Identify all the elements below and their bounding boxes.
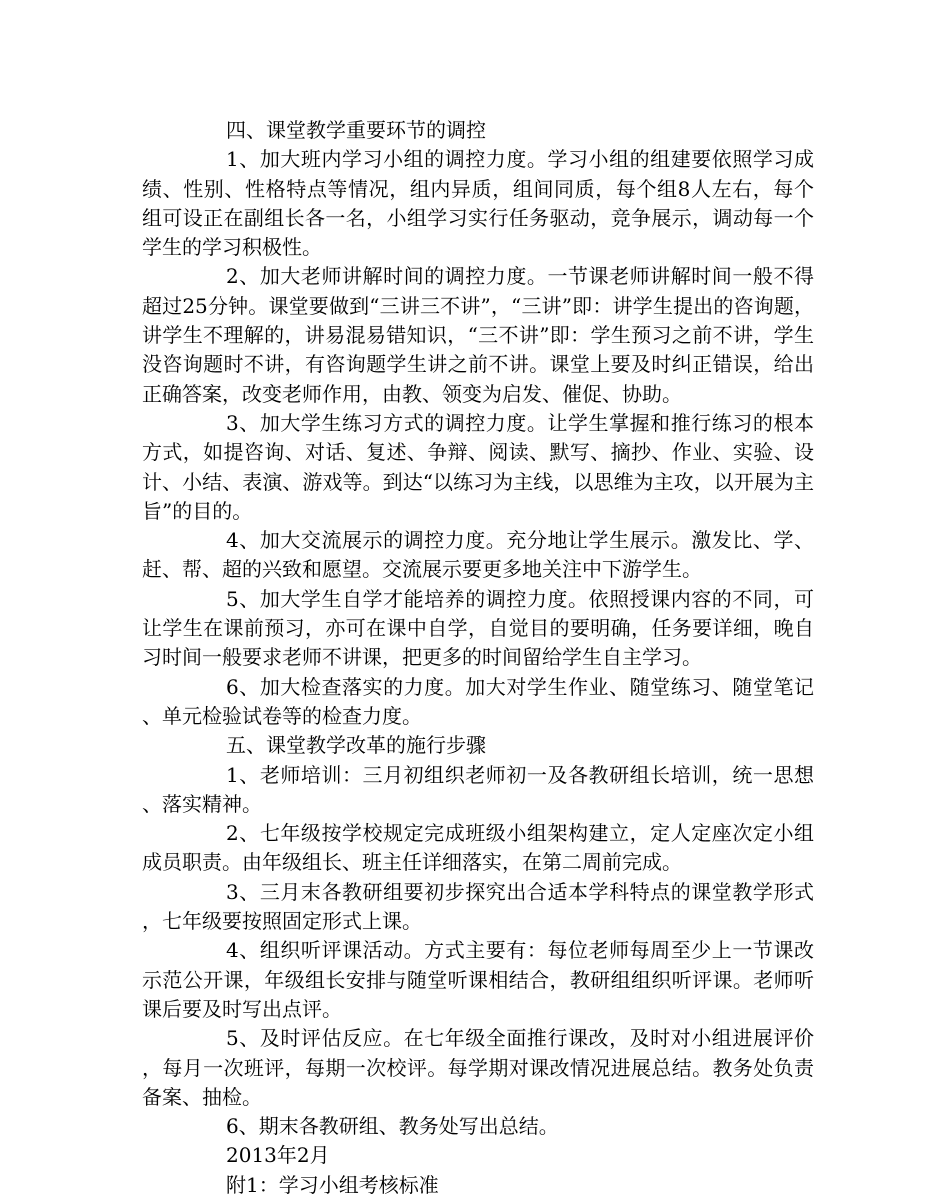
section-heading-4: 四、课堂教学重要环节的调控 — [226, 118, 486, 142]
document-body — [142, 116, 814, 1200]
paragraph: 4、组织听评课活动。方式主要有：每位老师每周至少上一节课改示范公开课，年级组长安排与随堂听课相结合，教研组组织听评课。老师听课后要及时写出点评。 — [142, 938, 814, 1021]
paragraph: 1、老师培训：三月初组织老师初一及各教研组长培训，统一思想、落实精神。 — [142, 762, 814, 816]
paragraph: 3、三月末各教研组要初步探究出合适本学科特点的课堂教学形式，七年级要按照固定形式上课。 — [142, 879, 814, 934]
paragraph: 2、加大老师讲解时间的调控力度。一节课老师讲解时间一般不得超过25分钟。课堂要做到“三讲三不讲”，“三讲”即：讲学生提出的咨询题，讲学生不理解的，讲易混易错知识，“三不讲”即：学生预习之前不讲，学生没咨询题时不讲，有咨询题学生讲之前不讲。课堂上要及时纠正错误，给出正确答案，改变老师作用，由教、领变为启发、催促、协助。 — [142, 264, 814, 406]
paragraph: 3、加大学生练习方式的调控力度。让学生掌握和推行练习的根本方式，如提咨询、对话、复述、争辩、阅读、默写、摘抄、作业、实验、设计、小结、表演、游戏等。到达“以练习为主线，以思维为主攻，以开展为主旨”的目的。 — [142, 410, 814, 523]
document-date: 2013年2月 — [226, 1143, 330, 1168]
appendix-title: 附1：学习小组考核标准 — [226, 1172, 439, 1197]
paragraph: 5、及时评估反应。在七年级全面推行课改，及时对小组进展评价，每月一次班评，每期一次校评。每学期对课改情况进展总结。教务处负责备案、抽检。 — [142, 1026, 814, 1109]
paragraph: 1、加大班内学习小组的调控力度。学习小组的组建要依照学习成绩、性别、性格特点等情况，组内异质，组间同质，每个组8人左右，每个组可设正在副组长各一名，小组学习实行任务驱动，竞争展示，调动每一个学生的学习积极性。 — [142, 147, 814, 260]
paragraph: 6、加大检查落实的力度。加大对学生作业、随堂练习、随堂笔记、单元检验试卷等的检查力度。 — [142, 674, 814, 728]
paragraph: 4、加大交流展示的调控力度。充分地让学生展示。激发比、学、赶、帮、超的兴致和愿望。交流展示要更多地关注中下游学生。 — [142, 528, 814, 582]
section-heading-5: 五、课堂教学改革的施行步骤 — [226, 733, 486, 758]
paragraph: 2、七年级按学校规定完成班级小组架构建立，定人定座次定小组成员职责。由年级组长、班主任详细落实，在第二周前完成。 — [142, 821, 814, 875]
paragraph: 6、期末各教研组、教务处写出总结。 — [226, 1114, 559, 1139]
paragraph: 5、加大学生自学才能培养的调控力度。依照授课内容的不同，可让学生在课前预习，亦可在课中自学，自觉目的要明确，任务要详细，晚自习时间一般要求老师不讲课，把更多的时间留给学生自主学习。 — [142, 586, 814, 670]
